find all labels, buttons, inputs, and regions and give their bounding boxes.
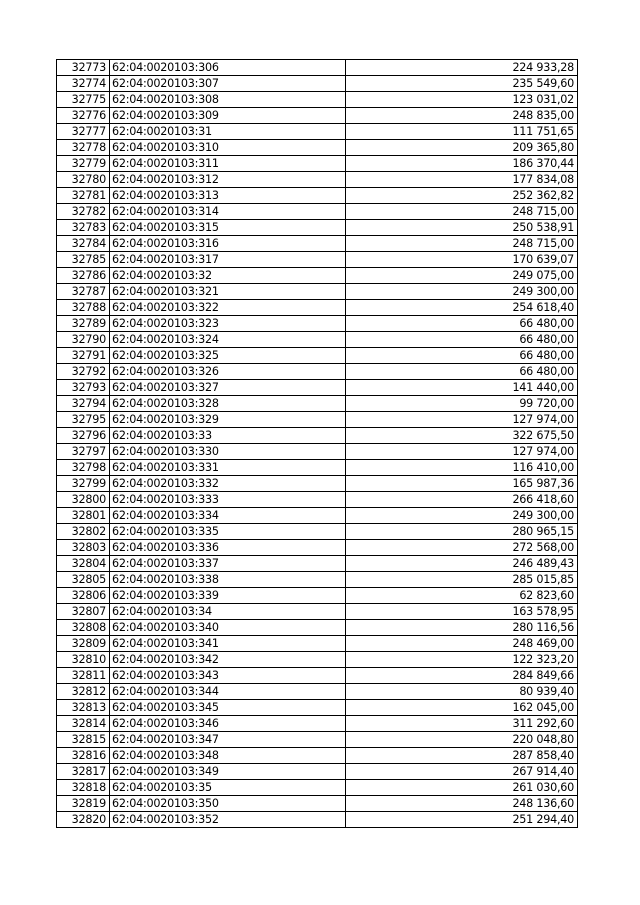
table-row — [57, 524, 578, 540]
cadastral-number-cell: 62:04:0020103:352 — [110, 812, 346, 828]
cadastral-value-cell: 249 300,00 — [346, 508, 578, 524]
table-row — [57, 236, 578, 252]
cadastral-number-cell: 62:04:0020103:324 — [110, 332, 346, 348]
table-row — [57, 444, 578, 460]
cadastral-value-cell: 249 300,00 — [346, 284, 578, 300]
row-number-cell: 32812 — [57, 684, 110, 700]
table-row — [57, 332, 578, 348]
cadastral-number-cell: 62:04:0020103:32 — [110, 268, 346, 284]
cadastral-value-cell: 66 480,00 — [346, 316, 578, 332]
table-row — [57, 588, 578, 604]
table-row — [57, 604, 578, 620]
cadastral-number-cell: 62:04:0020103:333 — [110, 492, 346, 508]
cadastral-value-cell: 254 618,40 — [346, 300, 578, 316]
cadastral-number-cell: 62:04:0020103:34 — [110, 604, 346, 620]
table-row — [57, 348, 578, 364]
row-number-cell: 32800 — [57, 492, 110, 508]
cadastral-number-cell: 62:04:0020103:311 — [110, 156, 346, 172]
row-number-cell: 32806 — [57, 588, 110, 604]
cadastral-number-cell: 62:04:0020103:326 — [110, 364, 346, 380]
cadastral-value-cell: 248 835,00 — [346, 108, 578, 124]
table-row — [57, 556, 578, 572]
table-row — [57, 684, 578, 700]
cadastral-value-cell: 127 974,00 — [346, 444, 578, 460]
table-row — [57, 476, 578, 492]
table-row — [57, 812, 578, 828]
table-row — [57, 284, 578, 300]
row-number-cell: 32804 — [57, 556, 110, 572]
table-row — [57, 732, 578, 748]
row-number-cell: 32789 — [57, 316, 110, 332]
row-number-cell: 32799 — [57, 476, 110, 492]
cadastral-value-cell: 177 834,08 — [346, 172, 578, 188]
table-row — [57, 540, 578, 556]
cadastral-value-table — [56, 59, 578, 828]
row-number-cell: 32809 — [57, 636, 110, 652]
table-row — [57, 396, 578, 412]
cadastral-number-cell: 62:04:0020103:330 — [110, 444, 346, 460]
row-number-cell: 32790 — [57, 332, 110, 348]
cadastral-value-cell: 66 480,00 — [346, 364, 578, 380]
row-number-cell: 32798 — [57, 460, 110, 476]
cadastral-number-cell: 62:04:0020103:337 — [110, 556, 346, 572]
cadastral-number-cell: 62:04:0020103:310 — [110, 140, 346, 156]
row-number-cell: 32784 — [57, 236, 110, 252]
row-number-cell: 32776 — [57, 108, 110, 124]
row-number-cell: 32792 — [57, 364, 110, 380]
cadastral-number-cell: 62:04:0020103:331 — [110, 460, 346, 476]
table-row — [57, 124, 578, 140]
cadastral-number-cell: 62:04:0020103:340 — [110, 620, 346, 636]
row-number-cell: 32802 — [57, 524, 110, 540]
cadastral-number-cell: 62:04:0020103:343 — [110, 668, 346, 684]
cadastral-value-cell: 246 489,43 — [346, 556, 578, 572]
cadastral-number-cell: 62:04:0020103:317 — [110, 252, 346, 268]
row-number-cell: 32797 — [57, 444, 110, 460]
cadastral-value-cell: 165 987,36 — [346, 476, 578, 492]
table-row — [57, 76, 578, 92]
cadastral-value-cell: 267 914,40 — [346, 764, 578, 780]
table-row — [57, 300, 578, 316]
cadastral-value-cell: 280 965,15 — [346, 524, 578, 540]
table-row — [57, 796, 578, 812]
cadastral-value-cell: 111 751,65 — [346, 124, 578, 140]
cadastral-number-cell: 62:04:0020103:31 — [110, 124, 346, 140]
row-number-cell: 32780 — [57, 172, 110, 188]
cadastral-number-cell: 62:04:0020103:344 — [110, 684, 346, 700]
cadastral-value-cell: 127 974,00 — [346, 412, 578, 428]
cadastral-number-cell: 62:04:0020103:306 — [110, 60, 346, 76]
row-number-cell: 32779 — [57, 156, 110, 172]
table-row — [57, 316, 578, 332]
cadastral-value-cell: 287 858,40 — [346, 748, 578, 764]
row-number-cell: 32818 — [57, 780, 110, 796]
cadastral-value-cell: 62 823,60 — [346, 588, 578, 604]
cadastral-value-cell: 248 136,60 — [346, 796, 578, 812]
table-row — [57, 204, 578, 220]
row-number-cell: 32819 — [57, 796, 110, 812]
table-row — [57, 492, 578, 508]
table-row — [57, 428, 578, 444]
cadastral-number-cell: 62:04:0020103:307 — [110, 76, 346, 92]
cadastral-number-cell: 62:04:0020103:349 — [110, 764, 346, 780]
cadastral-number-cell: 62:04:0020103:325 — [110, 348, 346, 364]
table-body — [57, 60, 578, 828]
table-row — [57, 460, 578, 476]
cadastral-number-cell: 62:04:0020103:329 — [110, 412, 346, 428]
row-number-cell: 32786 — [57, 268, 110, 284]
row-number-cell: 32788 — [57, 300, 110, 316]
table-row — [57, 92, 578, 108]
cadastral-number-cell: 62:04:0020103:338 — [110, 572, 346, 588]
cadastral-number-cell: 62:04:0020103:345 — [110, 700, 346, 716]
table-row — [57, 60, 578, 76]
cadastral-value-cell: 122 323,20 — [346, 652, 578, 668]
cadastral-value-cell: 209 365,80 — [346, 140, 578, 156]
row-number-cell: 32791 — [57, 348, 110, 364]
row-number-cell: 32816 — [57, 748, 110, 764]
row-number-cell: 32781 — [57, 188, 110, 204]
cadastral-number-cell: 62:04:0020103:341 — [110, 636, 346, 652]
cadastral-number-cell: 62:04:0020103:314 — [110, 204, 346, 220]
table-row — [57, 764, 578, 780]
row-number-cell: 32813 — [57, 700, 110, 716]
table-row — [57, 156, 578, 172]
table-row — [57, 380, 578, 396]
cadastral-value-cell: 116 410,00 — [346, 460, 578, 476]
row-number-cell: 32796 — [57, 428, 110, 444]
table-row — [57, 748, 578, 764]
cadastral-number-cell: 62:04:0020103:321 — [110, 284, 346, 300]
row-number-cell: 32808 — [57, 620, 110, 636]
row-number-cell: 32787 — [57, 284, 110, 300]
row-number-cell: 32815 — [57, 732, 110, 748]
cadastral-value-cell: 66 480,00 — [346, 348, 578, 364]
cadastral-number-cell: 62:04:0020103:328 — [110, 396, 346, 412]
cadastral-value-cell: 220 048,80 — [346, 732, 578, 748]
cadastral-value-cell: 224 933,28 — [346, 60, 578, 76]
cadastral-number-cell: 62:04:0020103:308 — [110, 92, 346, 108]
cadastral-value-cell: 123 031,02 — [346, 92, 578, 108]
table-row — [57, 412, 578, 428]
row-number-cell: 32814 — [57, 716, 110, 732]
row-number-cell: 32810 — [57, 652, 110, 668]
table-row — [57, 780, 578, 796]
table-row — [57, 636, 578, 652]
table-row — [57, 140, 578, 156]
row-number-cell: 32803 — [57, 540, 110, 556]
row-number-cell: 32777 — [57, 124, 110, 140]
table-row — [57, 620, 578, 636]
cadastral-value-cell: 251 294,40 — [346, 812, 578, 828]
cadastral-number-cell: 62:04:0020103:346 — [110, 716, 346, 732]
cadastral-value-cell: 80 939,40 — [346, 684, 578, 700]
cadastral-number-cell: 62:04:0020103:327 — [110, 380, 346, 396]
cadastral-value-cell: 162 045,00 — [346, 700, 578, 716]
cadastral-value-cell: 235 549,60 — [346, 76, 578, 92]
table-row — [57, 652, 578, 668]
cadastral-number-cell: 62:04:0020103:347 — [110, 732, 346, 748]
cadastral-number-cell: 62:04:0020103:334 — [110, 508, 346, 524]
cadastral-number-cell: 62:04:0020103:339 — [110, 588, 346, 604]
cadastral-value-cell: 248 715,00 — [346, 236, 578, 252]
cadastral-value-cell: 163 578,95 — [346, 604, 578, 620]
cadastral-value-cell: 141 440,00 — [346, 380, 578, 396]
cadastral-number-cell: 62:04:0020103:33 — [110, 428, 346, 444]
table-row — [57, 172, 578, 188]
row-number-cell: 32795 — [57, 412, 110, 428]
row-number-cell: 32801 — [57, 508, 110, 524]
cadastral-value-cell: 248 715,00 — [346, 204, 578, 220]
cadastral-value-cell: 186 370,44 — [346, 156, 578, 172]
cadastral-number-cell: 62:04:0020103:313 — [110, 188, 346, 204]
row-number-cell: 32774 — [57, 76, 110, 92]
row-number-cell: 32785 — [57, 252, 110, 268]
cadastral-number-cell: 62:04:0020103:336 — [110, 540, 346, 556]
cadastral-number-cell: 62:04:0020103:35 — [110, 780, 346, 796]
cadastral-number-cell: 62:04:0020103:309 — [110, 108, 346, 124]
cadastral-value-cell: 99 720,00 — [346, 396, 578, 412]
row-number-cell: 32811 — [57, 668, 110, 684]
row-number-cell: 32778 — [57, 140, 110, 156]
row-number-cell: 32782 — [57, 204, 110, 220]
row-number-cell: 32807 — [57, 604, 110, 620]
cadastral-value-cell: 261 030,60 — [346, 780, 578, 796]
cadastral-number-cell: 62:04:0020103:335 — [110, 524, 346, 540]
cadastral-number-cell: 62:04:0020103:342 — [110, 652, 346, 668]
table-row — [57, 108, 578, 124]
cadastral-value-cell: 266 418,60 — [346, 492, 578, 508]
cadastral-number-cell: 62:04:0020103:315 — [110, 220, 346, 236]
row-number-cell: 32805 — [57, 572, 110, 588]
cadastral-value-cell: 252 362,82 — [346, 188, 578, 204]
cadastral-value-cell: 66 480,00 — [346, 332, 578, 348]
cadastral-value-cell: 285 015,85 — [346, 572, 578, 588]
table-row — [57, 188, 578, 204]
cadastral-number-cell: 62:04:0020103:322 — [110, 300, 346, 316]
cadastral-number-cell: 62:04:0020103:332 — [110, 476, 346, 492]
cadastral-value-cell: 284 849,66 — [346, 668, 578, 684]
table-row — [57, 268, 578, 284]
cadastral-value-cell: 322 675,50 — [346, 428, 578, 444]
row-number-cell: 32817 — [57, 764, 110, 780]
table-row — [57, 220, 578, 236]
row-number-cell: 32783 — [57, 220, 110, 236]
table-row — [57, 364, 578, 380]
cadastral-value-cell: 250 538,91 — [346, 220, 578, 236]
cadastral-number-cell: 62:04:0020103:323 — [110, 316, 346, 332]
cadastral-number-cell: 62:04:0020103:312 — [110, 172, 346, 188]
table-row — [57, 572, 578, 588]
row-number-cell: 32820 — [57, 812, 110, 828]
cadastral-value-cell: 311 292,60 — [346, 716, 578, 732]
table-row — [57, 508, 578, 524]
table-row — [57, 668, 578, 684]
cadastral-value-cell: 272 568,00 — [346, 540, 578, 556]
cadastral-value-cell: 248 469,00 — [346, 636, 578, 652]
table-row — [57, 252, 578, 268]
cadastral-value-cell: 170 639,07 — [346, 252, 578, 268]
row-number-cell: 32793 — [57, 380, 110, 396]
cadastral-number-cell: 62:04:0020103:316 — [110, 236, 346, 252]
row-number-cell: 32775 — [57, 92, 110, 108]
table-row — [57, 700, 578, 716]
cadastral-value-cell: 280 116,56 — [346, 620, 578, 636]
cadastral-number-cell: 62:04:0020103:348 — [110, 748, 346, 764]
row-number-cell: 32794 — [57, 396, 110, 412]
cadastral-value-cell: 249 075,00 — [346, 268, 578, 284]
cadastral-number-cell: 62:04:0020103:350 — [110, 796, 346, 812]
table-row — [57, 716, 578, 732]
row-number-cell: 32773 — [57, 60, 110, 76]
